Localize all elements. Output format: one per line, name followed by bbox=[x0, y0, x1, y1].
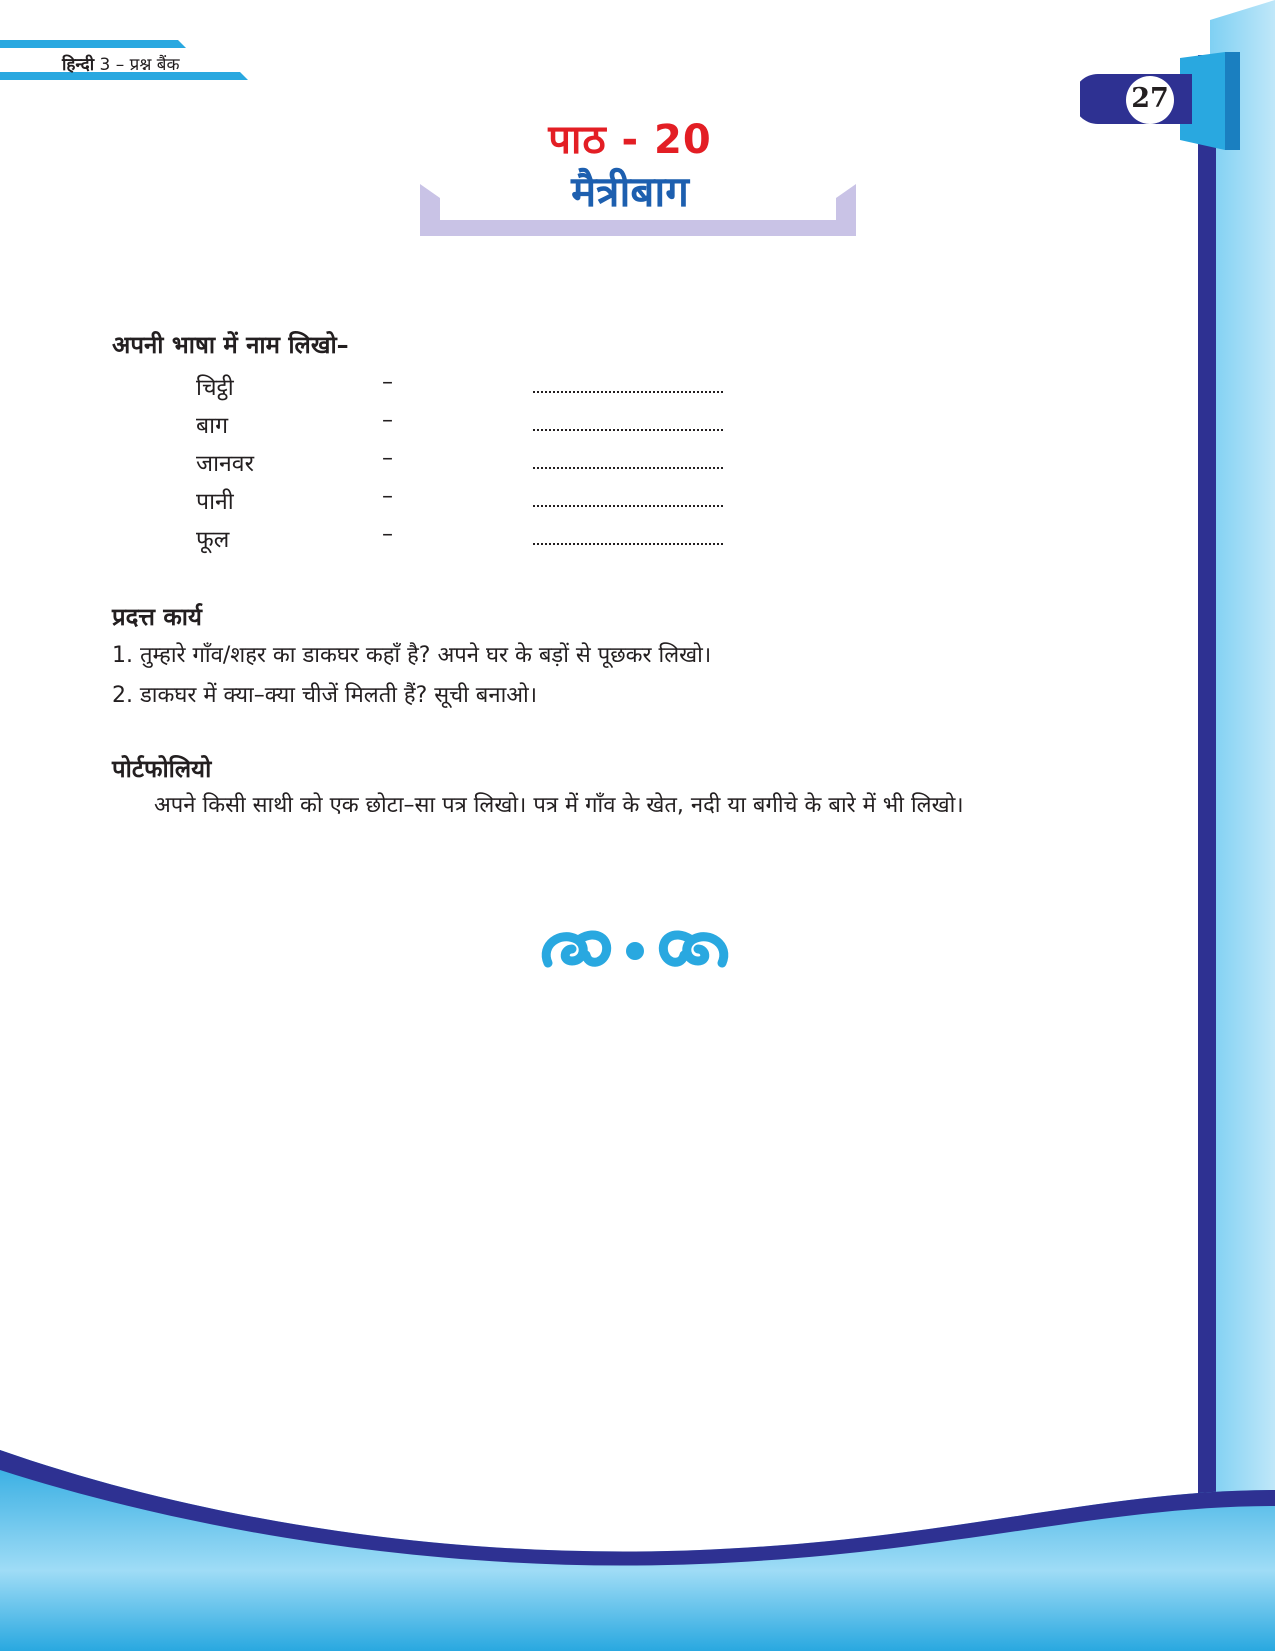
answer-blank[interactable] bbox=[533, 505, 723, 507]
name-word: पानी bbox=[196, 489, 234, 515]
right-side-decoration bbox=[1080, 0, 1275, 1651]
portfolio-heading: पोर्टफोलियो bbox=[112, 755, 212, 783]
lesson-title: मैत्रीबाग bbox=[571, 167, 689, 216]
answer-blank[interactable] bbox=[533, 467, 723, 469]
lesson-number: पाठ - 20 bbox=[548, 117, 712, 163]
task-item: 1. तुम्हारे गाँव/शहर का डाकघर कहाँ है? अपने घर के बड़ों से पूछकर लिखो। bbox=[112, 643, 712, 668]
task-item: 2. डाकघर में क्या–क्या चीजें मिलती हैं? सूची बनाओ। bbox=[112, 683, 538, 708]
name-row bbox=[0, 522, 800, 560]
book-title: हिन्दी bbox=[62, 55, 95, 75]
page-number: 27 bbox=[1131, 83, 1169, 114]
header-stripes bbox=[0, 0, 280, 90]
name-row bbox=[0, 484, 800, 522]
bottom-wave-decoration bbox=[0, 1450, 1275, 1651]
book-header bbox=[62, 52, 180, 75]
book-subtitle: 3 – प्रश्न बैंक bbox=[99, 55, 180, 75]
name-dash: – bbox=[382, 484, 393, 509]
name-dash: – bbox=[382, 370, 393, 395]
task-list bbox=[112, 636, 711, 716]
name-dash: – bbox=[382, 446, 393, 471]
names-heading: अपनी भाषा में नाम लिखो– bbox=[112, 331, 349, 359]
answer-blank[interactable] bbox=[533, 391, 723, 393]
name-word: चिट्ठी bbox=[196, 375, 234, 401]
ornament-icon bbox=[540, 925, 730, 973]
portfolio-text: अपने किसी साथी को एक छोटा–सा पत्र लिखो। पत्र में गाँव के खेत, नदी या बगीचे के बारे में भी लिखो। bbox=[154, 793, 964, 818]
name-word: जानवर bbox=[196, 451, 254, 477]
name-row bbox=[0, 408, 800, 446]
name-dash: – bbox=[382, 408, 393, 433]
name-row bbox=[0, 370, 800, 408]
name-word: फूल bbox=[196, 527, 230, 553]
name-row bbox=[0, 446, 800, 484]
name-word: बाग bbox=[196, 413, 229, 439]
answer-blank[interactable] bbox=[533, 429, 723, 431]
answer-blank[interactable] bbox=[533, 543, 723, 545]
task-heading: प्रदत्त कार्य bbox=[112, 603, 202, 631]
name-dash: – bbox=[382, 522, 393, 547]
